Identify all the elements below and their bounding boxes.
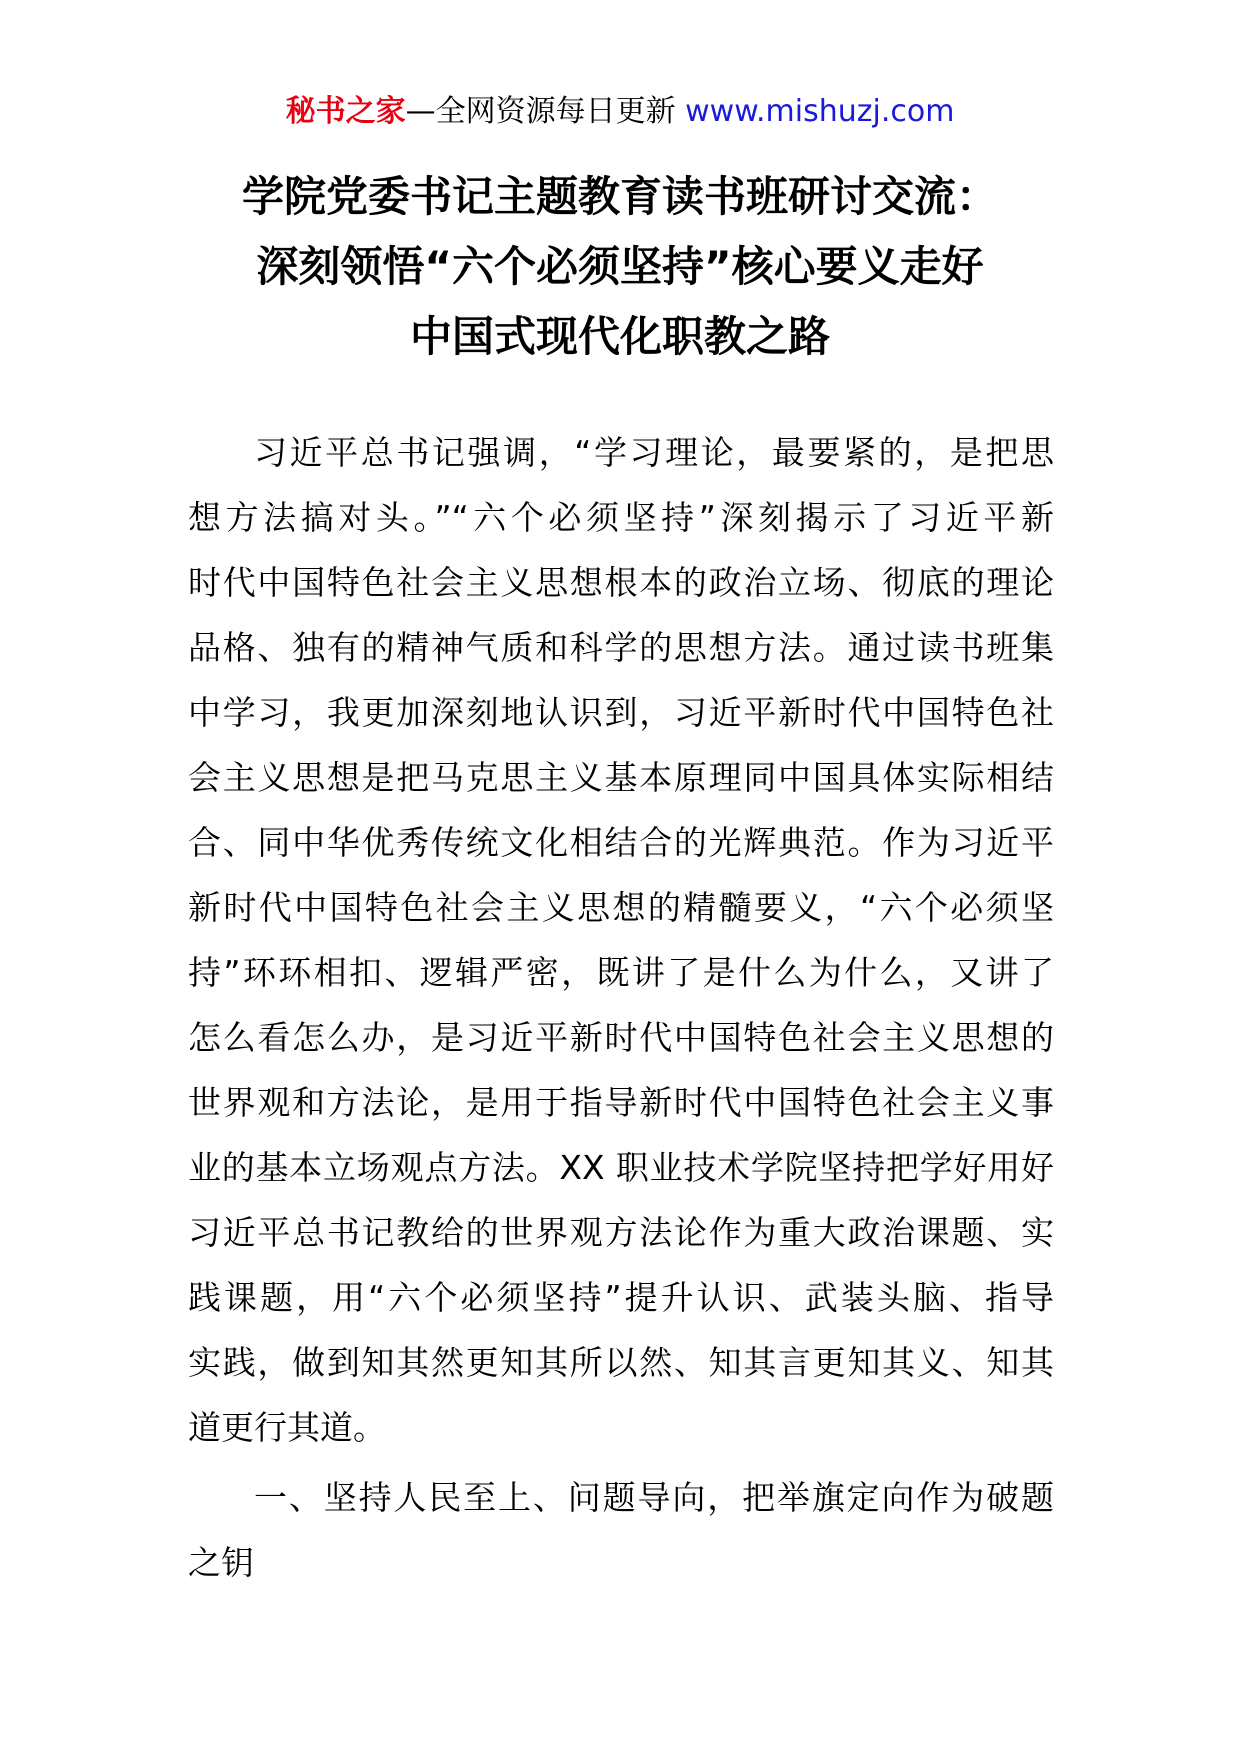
paragraph-line: 世界观和方法论，是用于指导新时代中国特色社会主义事 [188, 1083, 1054, 1122]
paragraph-line: 践课题，用“六个必须坚持”提升认识、武装头脑、指导 [188, 1278, 1054, 1317]
paragraph-line: 合、同中华优秀传统文化相结合的光辉典范。作为习近平 [188, 823, 1054, 862]
paragraph-line: 习近平总书记教给的世界观方法论作为重大政治课题、实 [188, 1213, 1054, 1252]
paragraph-line: 习近平总书记强调，“学习理论，最要紧的，是把思 [254, 433, 1054, 472]
paragraph-line: 想方法搞对头。”“六个必须坚持”深刻揭示了习近平新 [188, 498, 1054, 537]
paragraph-line: 实践，做到知其然更知其所以然、知其言更知其义、知其 [188, 1343, 1054, 1382]
site-url-link[interactable]: www.mishuzj.com [685, 94, 955, 129]
paragraph-line: 怎么看怎么办，是习近平新时代中国特色社会主义思想的 [188, 1018, 1054, 1057]
document-title [150, 162, 1090, 372]
title-line: 深刻领悟“六个必须坚持”核心要义走好 [256, 242, 984, 291]
paragraph-line: 会主义思想是把马克思主义基本原理同中国具体实际相结 [188, 758, 1054, 797]
paragraph-line: 业的基本立场观点方法。XX 职业技术学院坚持把学好用好 [188, 1148, 1054, 1187]
section-heading [188, 1465, 1054, 1595]
intro-paragraph [188, 420, 1054, 1460]
title-line: 中国式现代化职教之路 [409, 312, 830, 361]
header-tagline: —全网资源每日更新 [405, 94, 686, 129]
section-heading-line: 之钥 [188, 1543, 254, 1582]
paragraph-line: 道更行其道。 [188, 1408, 386, 1447]
watermark-header [0, 92, 1240, 132]
section-heading-line: 一、坚持人民至上、问题导向，把举旗定向作为破题 [254, 1478, 1054, 1517]
paragraph-line: 持”环环相扣、逻辑严密，既讲了是什么为什么，又讲了 [188, 953, 1054, 992]
brand-name: 秘书之家 [285, 94, 406, 129]
title-line: 学院党委书记主题教育读书班研讨交流： [241, 172, 998, 221]
paragraph-line: 时代中国特色社会主义思想根本的政治立场、彻底的理论 [188, 563, 1054, 602]
paragraph-line: 新时代中国特色社会主义思想的精髓要义，“六个必须坚 [188, 888, 1054, 927]
paragraph-line: 品格、独有的精神气质和科学的思想方法。通过读书班集 [188, 628, 1054, 667]
paragraph-line: 中学习，我更加深刻地认识到，习近平新时代中国特色社 [188, 693, 1054, 732]
